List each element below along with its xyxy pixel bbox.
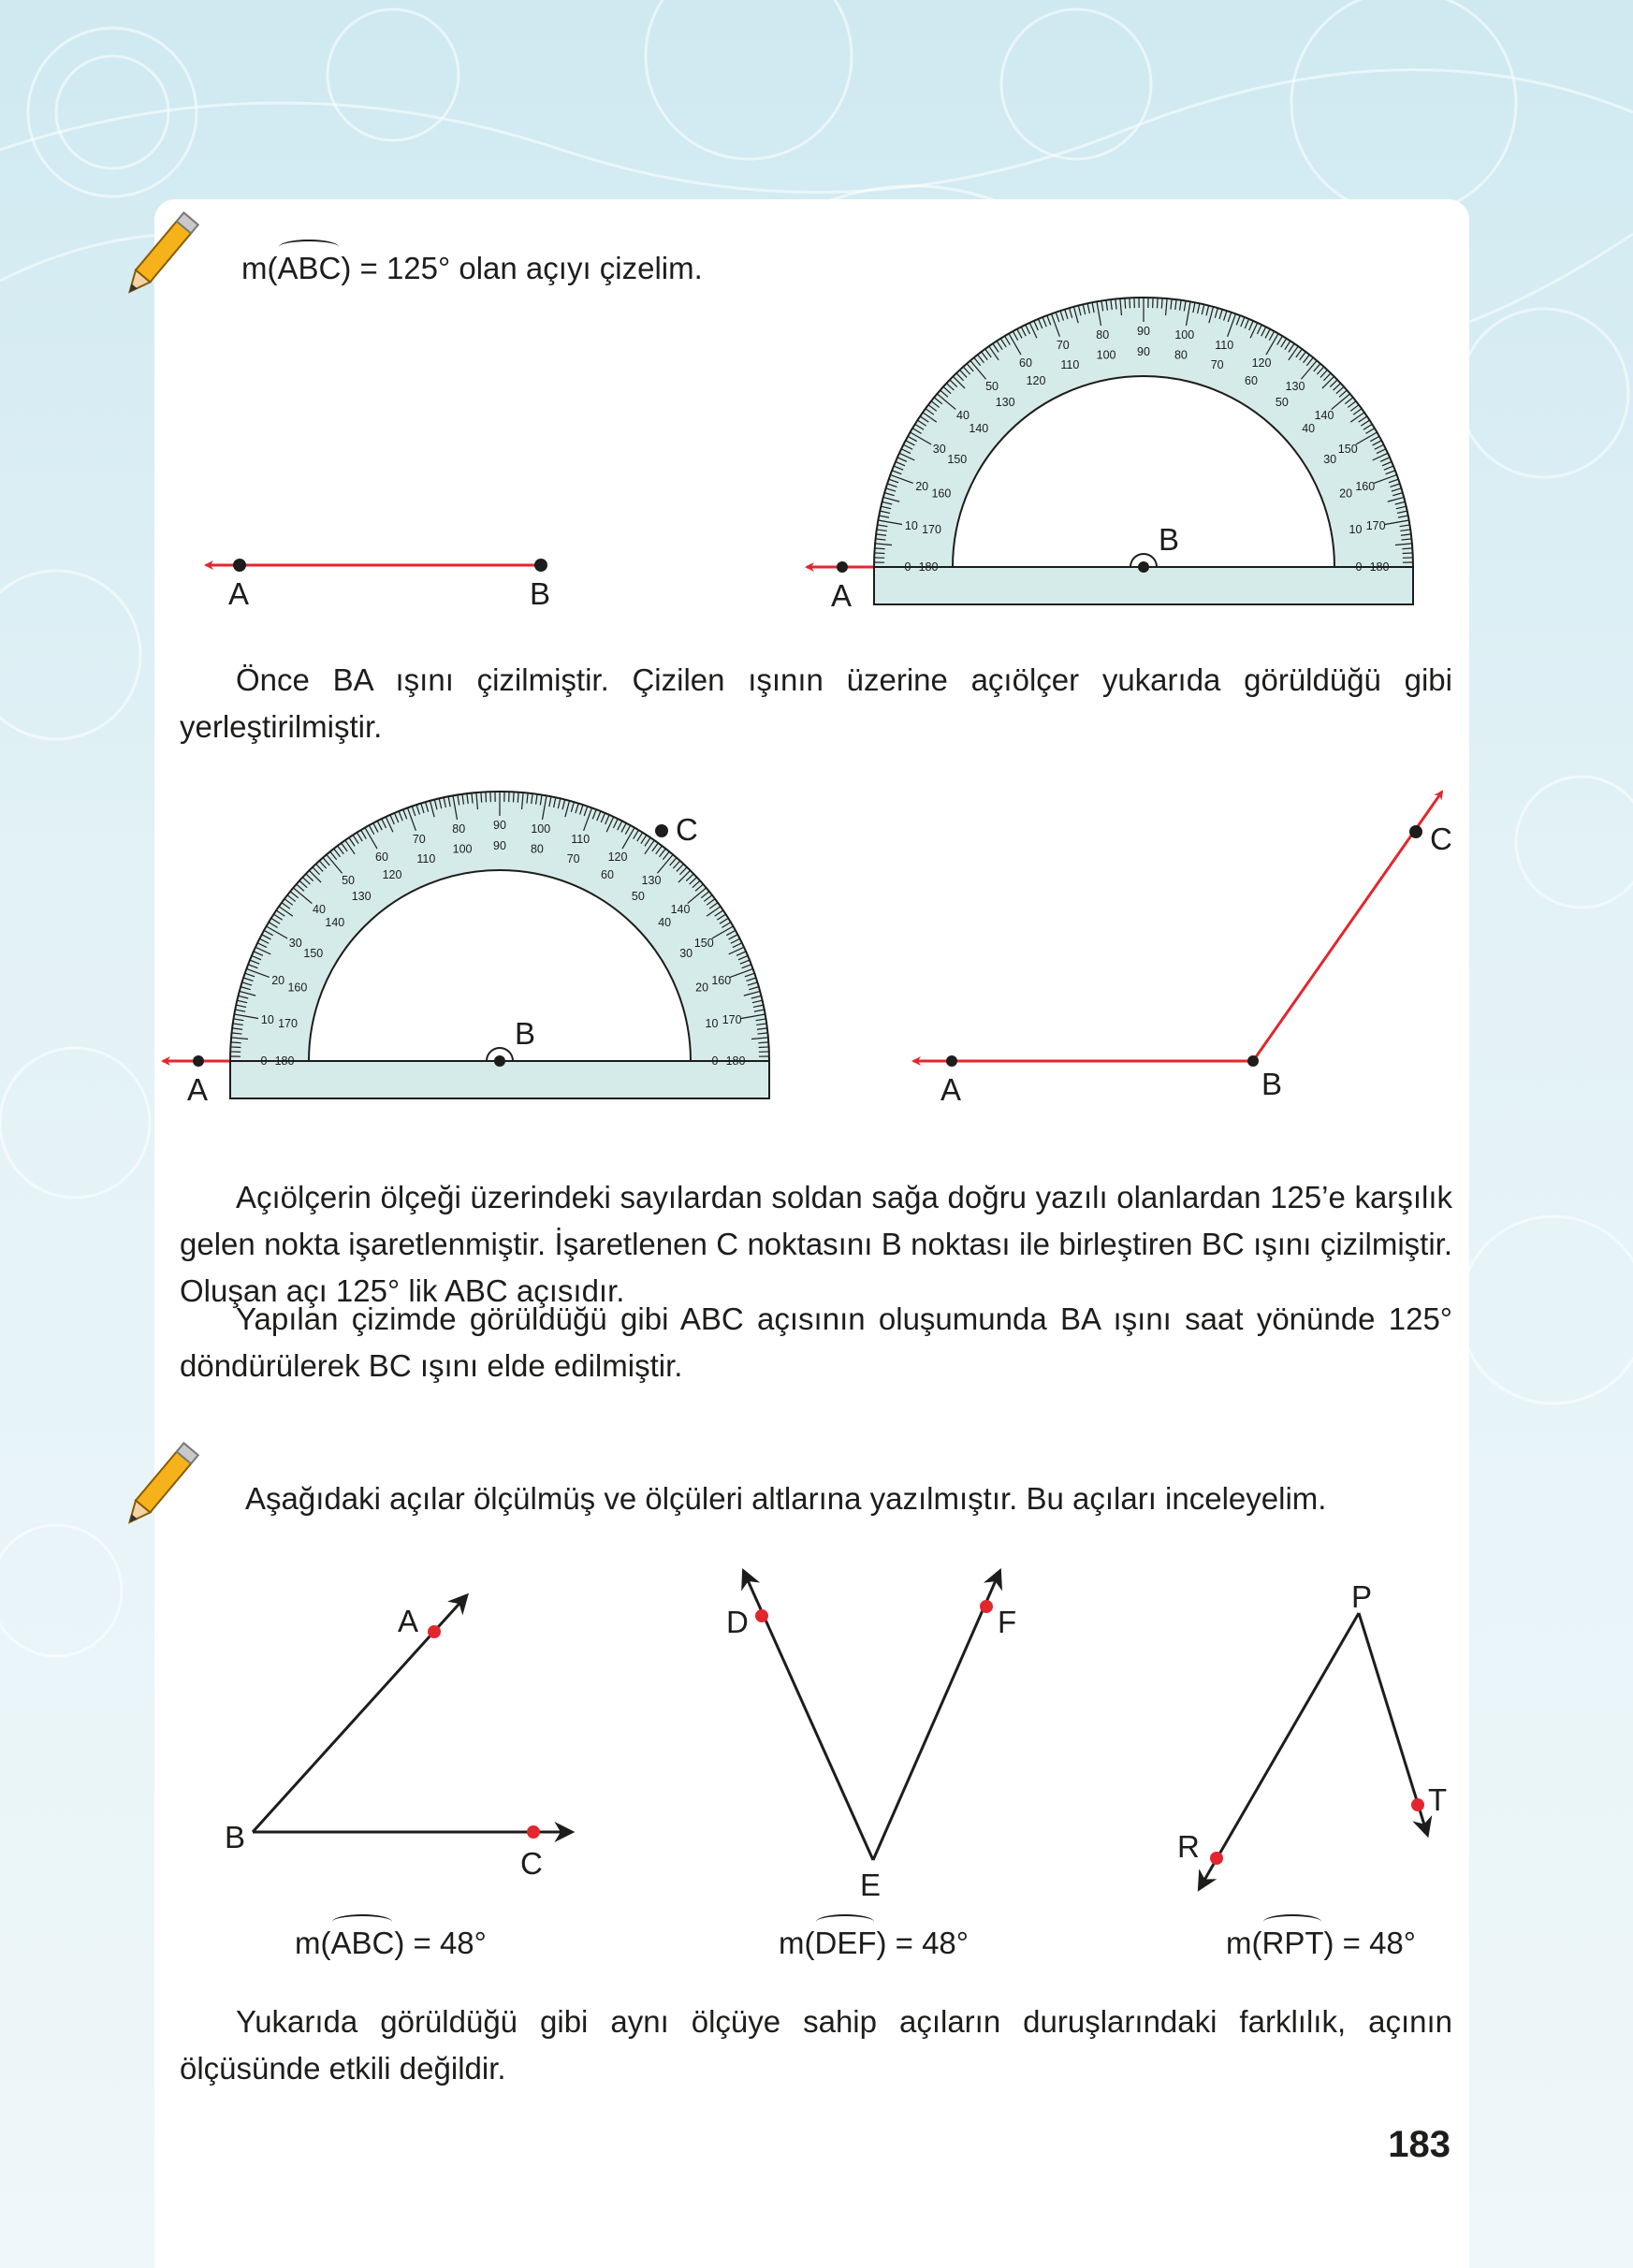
protractor-outer-number: 110 [1215, 339, 1234, 353]
protractor-inner-number: 60 [601, 867, 614, 881]
protractor-tick [513, 792, 514, 802]
point-b [494, 1055, 505, 1067]
protractor-inner-number: 120 [382, 867, 402, 881]
section1-title: m( ABC) = 125° olan açıyı çizelim. [241, 245, 703, 291]
point-c [527, 1825, 540, 1839]
point-f [980, 1600, 993, 1613]
protractor-inner-number: 180 [918, 560, 939, 574]
protractor-inner-number: 150 [947, 453, 968, 466]
label-c: C [1430, 821, 1452, 856]
protractor-outer-number: 0 [904, 560, 911, 574]
protractor-outer-number: 140 [670, 903, 691, 917]
protractor-outer-number: 0 [260, 1054, 268, 1068]
point-b [1138, 561, 1149, 573]
protractor-outer-number: 90 [1137, 325, 1150, 338]
protractor-outer-number: 180 [1369, 560, 1390, 574]
label-a: A [187, 1072, 209, 1107]
protractor-inner-number: 80 [530, 842, 544, 856]
label-b: B [225, 1820, 246, 1854]
point-a [193, 1055, 204, 1067]
paragraph-3: Yapılan çizimde görüldüğü gibi ABC açısının oluşumunda BA ışını saat yönünde 125° döndürülerek BC ışını elde edilmiştir. [180, 1301, 1452, 1383]
protractor-outer-number: 30 [932, 443, 946, 456]
protractor-outer-number: 70 [412, 833, 426, 847]
protractor-outer-number: 40 [313, 903, 326, 917]
protractor-tick [481, 792, 482, 803]
label-a: A [398, 1604, 419, 1638]
protractor-inner-number: 170 [922, 523, 941, 537]
point-b [534, 559, 547, 572]
protractor-inner-number: 0 [1355, 560, 1363, 574]
protractor-outer-number: 100 [1174, 327, 1195, 342]
protractor-outer-number: 180 [725, 1054, 746, 1068]
protractor-tick [230, 1047, 241, 1048]
point-r [1210, 1852, 1223, 1865]
point-d [755, 1609, 768, 1622]
figure-protractor-2 [163, 792, 769, 1107]
point-a [233, 559, 246, 572]
paragraph-4: Yukarıda görüldüğü gibi aynı ölçüye sahip açıların duruşlarındaki farklılık, açının ölçüsünde etkili değildir. [180, 2004, 1452, 2086]
label-t: T [1428, 1782, 1448, 1817]
protractor-inner-number: 140 [969, 422, 989, 436]
paragraph-2: Açıölçerin ölçeği üzerindeki sayılardan soldan sağa doğru yazılı olanlardan 125’e karşılık gelen nokta işaretlenmiştir. İşaretlenen C noktasını B noktası ile birleştiren BC ışını çizilmiştir. Oluşan açı 125° lik ABC açısıdır. [180, 1180, 1452, 1308]
figure-angle-abc-125 [913, 792, 1452, 1107]
protractor-inner-number: 60 [1245, 373, 1258, 387]
protractor-outer-number: 120 [1251, 356, 1272, 370]
protractor-tick [759, 1047, 769, 1048]
label-b: B [1159, 522, 1180, 557]
protractor-inner-number: 170 [278, 1017, 298, 1031]
protractor-outer-number: 10 [904, 519, 918, 533]
point-a [428, 1625, 441, 1638]
protractor-inner-number: 90 [1137, 345, 1150, 358]
protractor-inner-number: 130 [995, 395, 1015, 409]
protractor-tick [1402, 548, 1412, 549]
protractor-outer-number: 60 [375, 850, 388, 864]
protractor-tick [1403, 553, 1413, 554]
protractor-outer-number: 20 [271, 973, 285, 987]
label-c: C [676, 812, 698, 847]
figure-protractor-1 [807, 298, 1413, 613]
protractor-outer-number: 10 [260, 1013, 274, 1027]
protractor-inner-number: 110 [1060, 357, 1080, 371]
protractor-tick [758, 1042, 768, 1043]
protractor-outer-number: 20 [915, 479, 929, 493]
protractor-inner-number: 80 [1174, 348, 1188, 362]
protractor-inner-number: 100 [1096, 348, 1116, 362]
label-d: D [726, 1605, 749, 1639]
protractor-inner-number: 120 [1026, 373, 1046, 387]
protractor-inner-number: 130 [351, 889, 372, 903]
protractor-outer-number: 80 [452, 821, 466, 836]
label-r: R [1177, 1829, 1200, 1864]
protractor-inner-number: 140 [325, 916, 345, 930]
pencil-icon [123, 212, 198, 298]
ray-pr [1200, 1613, 1359, 1888]
section2-title: Aşağıdaki açılar ölçülmüş ve ölçüleri altlarına yazılmıştır. Bu açıları inceleyelim. [245, 1481, 1327, 1516]
protractor-inner-number: 160 [287, 981, 308, 995]
protractor-outer-number: 60 [1019, 356, 1032, 370]
protractor-outer-number: 120 [607, 850, 628, 864]
protractor [874, 298, 1413, 604]
protractor-tick [874, 553, 884, 554]
protractor-tick [486, 792, 487, 802]
protractor-outer-number: 110 [571, 833, 591, 847]
protractor-inner-number: 180 [274, 1054, 295, 1068]
protractor-tick [1125, 298, 1126, 309]
protractor-inner-number: 0 [711, 1054, 719, 1068]
ray-ef [873, 1572, 999, 1860]
protractor-inner-number: 50 [1275, 395, 1289, 409]
protractor-outer-number: 50 [985, 379, 999, 393]
measure-rpt: m( RPT) = 48° [1226, 1920, 1416, 1966]
protractor-inner-number: 30 [679, 947, 693, 960]
figure-angle-abc-48 [225, 1596, 571, 1881]
protractor-tick [875, 548, 885, 549]
protractor-outer-number: 140 [1314, 409, 1334, 423]
protractor-inner-number: 160 [931, 487, 952, 501]
protractor-outer-number: 150 [1337, 443, 1358, 456]
label-b: B [1261, 1067, 1283, 1101]
protractor-inner-number: 40 [658, 916, 672, 930]
protractor-inner-number: 40 [1302, 422, 1316, 436]
angle-name: ABC [277, 251, 342, 285]
protractor-outer-number: 160 [711, 973, 732, 987]
protractor-inner-number: 70 [566, 851, 580, 865]
protractor-inner-number: 20 [1339, 487, 1353, 501]
page-number: 183 [1388, 2124, 1451, 2165]
point-a [837, 561, 848, 573]
label-a: A [940, 1072, 962, 1107]
label-p: P [1351, 1579, 1373, 1614]
protractor-outer-number: 130 [641, 873, 662, 887]
label-a: A [228, 576, 250, 611]
point-a [946, 1055, 957, 1067]
protractor-inner-number: 50 [631, 889, 645, 903]
figure-ray-ba [206, 559, 550, 611]
protractor-tick [1157, 298, 1158, 308]
point-c [655, 824, 668, 837]
protractor-inner-number: 90 [493, 839, 506, 852]
protractor-inner-number: 10 [705, 1017, 719, 1031]
point-t [1411, 1798, 1424, 1811]
protractor-outer-number: 160 [1355, 479, 1376, 493]
point-b [1247, 1055, 1259, 1067]
protractor-outer-number: 90 [493, 819, 506, 832]
measure-def: m( DEF) = 48° [779, 1920, 969, 1966]
protractor-outer-number: 130 [1285, 379, 1305, 393]
label-e: E [860, 1868, 882, 1902]
protractor-inner-number: 110 [416, 851, 436, 865]
protractor-inner-number: 70 [1210, 357, 1224, 371]
label-b: B [515, 1016, 536, 1051]
protractor-outer-number: 40 [956, 409, 970, 423]
protractor-outer-number: 170 [722, 1013, 742, 1027]
protractor-inner-number: 30 [1323, 453, 1337, 466]
protractor-tick [231, 1042, 241, 1043]
protractor-tick [1161, 298, 1162, 309]
protractor-outer-number: 80 [1096, 327, 1110, 342]
protractor-outer-number: 150 [693, 937, 714, 950]
protractor-outer-number: 70 [1056, 339, 1070, 353]
paragraph-1: Önce BA ışını çizilmiştir. Çizilen ışının üzerine açıölçer yukarıda görüldüğü gibi yerleştirilmiştir. [180, 662, 1452, 744]
measure-abc: m( ABC) = 48° [295, 1920, 487, 1966]
label-a: A [831, 578, 853, 613]
protractor-inner-number: 10 [1349, 523, 1363, 537]
protractor-inner-number: 20 [695, 981, 709, 995]
figure-angle-def [726, 1572, 1016, 1902]
label-b: B [530, 576, 551, 611]
protractor-inner-number: 100 [452, 842, 473, 856]
label-c: C [520, 1846, 543, 1881]
protractor-inner-number: 150 [303, 947, 324, 960]
protractor-outer-number: 100 [531, 821, 551, 836]
protractor-outer-number: 50 [342, 873, 355, 887]
protractor-outer-number: 170 [1365, 519, 1386, 533]
pencil-icon [123, 1443, 198, 1528]
point-c [1409, 825, 1422, 838]
label-f: F [998, 1605, 1017, 1639]
figure-angle-rpt [1177, 1579, 1447, 1888]
protractor-outer-number: 30 [288, 937, 302, 950]
